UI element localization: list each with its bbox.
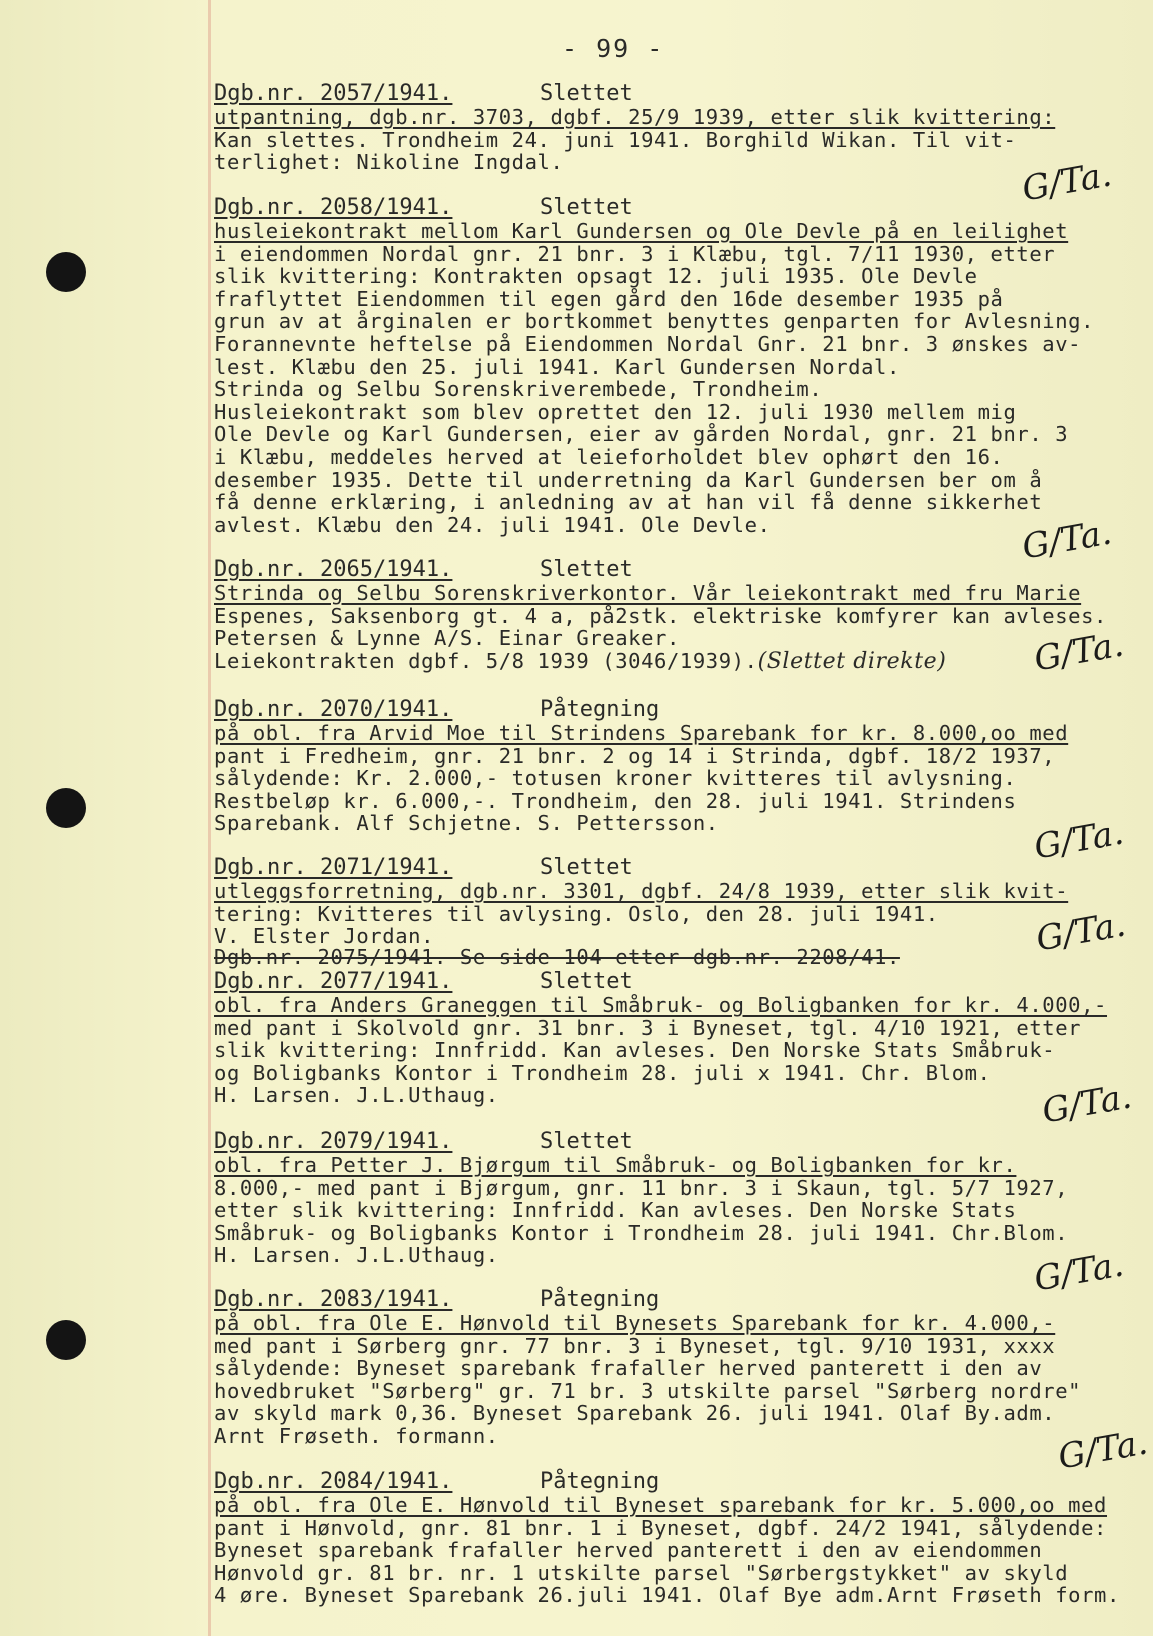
entry-line: desember 1935. Dette til underretning da Karl Gundersen ber om å: [214, 467, 1043, 492]
entry-line: utleggsforretning, dgb.nr. 3301, dgbf. 24/8 1939, etter slik kvit-: [214, 879, 1069, 903]
ledger-entry: [214, 856, 1134, 948]
entry-status: Slettet: [540, 1129, 633, 1154]
entry-line: slik kvittering: Innfridd. Kan avleses. Den Norske Stats Småbruk-: [214, 1038, 1056, 1063]
entry-line: med pant i Skolvold gnr. 31 bnr. 3 i Byneset, tgl. 4/10 1921, etter: [214, 1015, 1082, 1040]
entry-status: Slettet: [540, 557, 633, 582]
entry-line: Hønvold gr. 81 br. nr. 1 utskilte parsel "Sørbergstykket" av skyld: [214, 1560, 1069, 1585]
entry-line: slik kvittering: Kontrakten opsagt 12. juli 1935. Ole Devle: [214, 264, 978, 289]
entry-status: Slettet: [540, 81, 633, 106]
entry-line: etter slik kvittering: Innfridd. Kan avleses. Den Norske Stats: [214, 1198, 1017, 1223]
initials-signature: G/Ta.: [1055, 1422, 1151, 1478]
ledger-entry: [214, 82, 1134, 174]
punch-hole-bottom: [46, 1320, 86, 1360]
entry-line: H. Larsen. J.L.Uthaug.: [214, 1243, 499, 1268]
initials-signature: G/Ta.: [1019, 154, 1115, 210]
entry-line: obl. fra Petter J. Bjørgum til Småbruk- og Boligbanken for kr.: [214, 1153, 1017, 1177]
handwritten-note: (Slettet direkte): [757, 648, 947, 674]
entry-line: Ole Devle og Karl Gundersen, eier av gården Nordal, gnr. 21 bnr. 3: [214, 422, 1069, 447]
entry-line: få denne erklæring, i anledning av at han vil få denne sikkerhet: [214, 490, 1043, 515]
entry-line: 4 øre. Byneset Sparebank 26.juli 1941. Olaf Bye adm.Arnt Frøseth form.: [214, 1583, 1120, 1608]
entry-line: Sparebank. Alf Schjetne. S. Pettersson.: [214, 811, 719, 836]
entry-status: Slettet: [540, 195, 633, 220]
entry-line: Leiekontrakten dgbf. 5/8 1939 (3046/1939).: [214, 648, 758, 673]
entry-line: utpantning, dgb.nr. 3703, dgbf. 25/9 1939, etter slik kvittering:: [214, 105, 1056, 129]
initials-signature: G/Ta.: [1033, 904, 1129, 960]
entry-number: Dgb.nr. 2070/1941.: [214, 697, 453, 722]
entry-number: Dgb.nr. 2079/1941.: [214, 1129, 453, 1154]
ledger-entry: [214, 558, 1134, 673]
ledger-entry: [214, 1288, 1134, 1448]
ledger-entry: [214, 1470, 1134, 1607]
initials-signature: G/Ta.: [1031, 624, 1127, 680]
entry-number: Dgb.nr. 2084/1941.: [214, 1469, 453, 1494]
entry-line: Byneset sparebank frafaller herved panterett i den av eiendommen: [214, 1538, 1043, 1563]
entry-line: Forannevnte heftelse på Eiendommen Nordal Gnr. 21 bnr. 3 ønskes av-: [214, 331, 1082, 356]
entry-line: og Boligbanks Kontor i Trondheim 28. juli x 1941. Chr. Blom.: [214, 1060, 991, 1085]
ledger-entry: [214, 970, 1134, 1107]
entry-status: Slettet: [540, 855, 633, 880]
initials-signature: G/Ta.: [1031, 1244, 1127, 1300]
initials-signature: G/Ta.: [1031, 812, 1127, 868]
entry-line: tering: Kvitteres til avlysing. Oslo, den 28. juli 1941.: [214, 901, 939, 926]
entry-line: pant i Fredheim, gnr. 21 bnr. 2 og 14 i Strinda, dgbf. 18/2 1937,: [214, 743, 1056, 768]
entry-line: 8.000,- med pant i Bjørgum, gnr. 11 bnr. 3 i Skaun, tgl. 5/7 1927,: [214, 1175, 1069, 1200]
entry-line: Strinda og Selbu Sorenskriverembede, Trondheim.: [214, 377, 823, 402]
entry-line: sålydende: Kr. 2.000,- totusen kroner kvitteres til avlysning.: [214, 766, 1017, 791]
ledger-entry: [214, 698, 1134, 835]
entry-line: i Klæbu, meddeles herved at leieforholdet blev ophørt den 16.: [214, 444, 1004, 469]
entry-line: hovedbruket "Sørberg" gr. 71 br. 3 utskilte parsel "Sørberg nordre": [214, 1378, 1082, 1403]
initials-signature: G/Ta.: [1019, 512, 1115, 568]
entry-status: Slettet: [540, 969, 633, 994]
entry-line: terlighet: Nikoline Ingdal.: [214, 150, 564, 175]
entry-number: Dgb.nr. 2071/1941.: [214, 855, 453, 880]
entry-line: H. Larsen. J.L.Uthaug.: [214, 1083, 499, 1108]
margin-line: [208, 0, 211, 1636]
entry-line: Restbeløp kr. 6.000,-. Trondheim, den 28. juli 1941. Strindens: [214, 788, 1017, 813]
entry-line: avlest. Klæbu den 24. juli 1941. Ole Devle.: [214, 512, 771, 537]
entry-line: med pant i Sørberg gnr. 77 bnr. 3 i Byneset, tgl. 9/10 1931, xxxx: [214, 1333, 1056, 1358]
entry-line: Husleiekontrakt som blev oprettet den 12. juli 1930 mellem mig: [214, 399, 1017, 424]
entry-number: Dgb.nr. 2057/1941.: [214, 81, 453, 106]
entry-status: Påtegning: [540, 1287, 660, 1312]
entry-line: på obl. fra Arvid Moe til Strindens Sparebank for kr. 8.000,oo med: [214, 721, 1069, 745]
entry-line: Petersen & Lynne A/S. Einar Greaker.: [214, 626, 680, 651]
punch-hole-top: [46, 252, 86, 292]
entry-line: Espenes, Saksenborg gt. 4 a, på2stk. elektriske komfyrer kan avleses.: [214, 603, 1108, 628]
entry-line: Småbruk- og Boligbanks Kontor i Trondheim 28. juli 1941. Chr.Blom.: [214, 1220, 1069, 1245]
entry-status: Påtegning: [540, 1469, 660, 1494]
entry-line: sålydende: Byneset sparebank frafaller herved panterett i den av: [214, 1356, 1043, 1381]
entry-line: V. Elster Jordan.: [214, 924, 435, 949]
initials-signature: G/Ta.: [1039, 1076, 1135, 1132]
entry-line: obl. fra Anders Graneggen til Småbruk- og Boligbanken for kr. 4.000,-: [214, 993, 1108, 1017]
entry-line: pant i Hønvold, gnr. 81 bnr. 1 i Byneset, dgbf. 24/2 1941, sålydende:: [214, 1515, 1108, 1540]
punch-hole-middle: [46, 788, 86, 828]
entry-line: husleiekontrakt mellom Karl Gundersen og Ole Devle på en leilighet: [214, 219, 1069, 243]
ledger-entry: [214, 196, 1134, 536]
entry-line: i eiendommen Nordal gnr. 21 bnr. 3 i Klæbu, tgl. 7/11 1930, etter: [214, 241, 1056, 266]
ledger-entry: [214, 1130, 1134, 1267]
entry-line: av skyld mark 0,36. Byneset Sparebank 26. juli 1941. Olaf By.adm.: [214, 1401, 1056, 1426]
entry-line: Kan slettes. Trondheim 24. juni 1941. Borghild Wikan. Til vit-: [214, 127, 1017, 152]
entry-number: Dgb.nr. 2065/1941.: [214, 557, 453, 582]
struck-out-entry: Dgb.nr. 2075/1941. Se side 104 etter dgb.nr. 2208/41.: [214, 945, 900, 969]
entry-line: fraflyttet Eiendommen til egen gård den 16de desember 1935 på: [214, 286, 1004, 311]
entry-line: grun av at årginalen er bortkommet benyttes genparten for Avlesning.: [214, 309, 1095, 334]
entry-status: Påtegning: [540, 697, 660, 722]
entry-line: Strinda og Selbu Sorenskriverkontor. Vår leiekontrakt med fru Marie: [214, 581, 1082, 605]
entry-line: lest. Klæbu den 25. juli 1941. Karl Gundersen Nordal.: [214, 354, 900, 379]
entry-line: Arnt Frøseth. formann.: [214, 1423, 499, 1448]
entry-number: Dgb.nr. 2077/1941.: [214, 969, 453, 994]
entry-line: på obl. fra Ole E. Hønvold til Bynesets Sparebank for kr. 4.000,-: [214, 1311, 1056, 1335]
entry-line: på obl. fra Ole E. Hønvold til Byneset sparebank for kr. 5.000,oo med: [214, 1493, 1108, 1517]
entry-number: Dgb.nr. 2083/1941.: [214, 1287, 453, 1312]
entry-number: Dgb.nr. 2058/1941.: [214, 195, 453, 220]
page-number: - 99 -: [562, 34, 665, 63]
